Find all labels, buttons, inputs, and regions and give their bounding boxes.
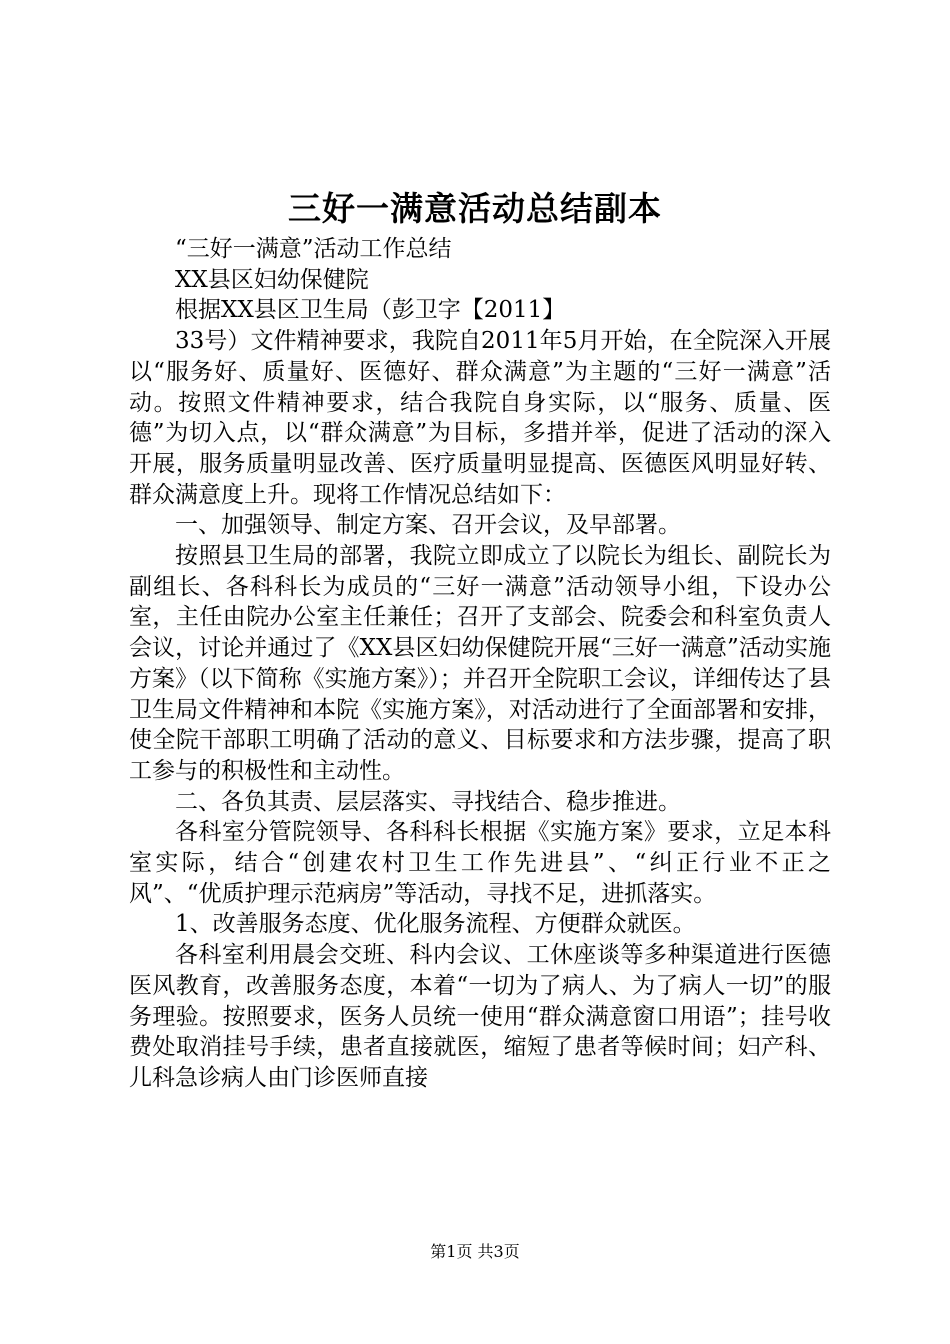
paragraph-section-1: 按照县卫生局的部署，我院立即成立了以院长为组长、副院长为副组长、各科科长为成员的“三好一满意”活动领导小组，下设办公室，主任由院办公室主任兼任；召开了支部会、院委会和科室负责人会议，讨论并通过了《XX县区妇幼保健院开展“三好一满意”活动实施方案》（以下简称《实施方案》）；并召开全院职工会议，详细传达了县卫生局文件精神和本院《实施方案》，对活动进行了全面部署和安排，使全院干部职工明确了活动的意义、目标要求和方法步骤，提高了职工参与的积极性和主动性。 [129,543,831,784]
paragraph-organization: XX县区妇幼保健院 [175,266,369,293]
paragraph-reference: 根据XX县区卫生局（彭卫字【2011】 [175,297,566,324]
section-heading-2: 二、各负其责、层层落实、寻找结合、稳步推进。 [175,788,681,815]
section-heading-1: 一、加强领导、制定方案、召开会议，及早部署。 [175,512,681,539]
paragraph-intro: 33号）文件精神要求，我院自2011年5月开始，在全院深入开展以“服务好、质量好、医德好、群众满意”为主题的“三好一满意”活动。按照文件精神要求，结合我院自身实际，以“服务、质量、医德”为切入点，以“群众满意”为目标，多措并举，促进了活动的深入开展，服务质量明显改善、医疗质量明显提高、医德医风明显好转、群众满意度上升。现将工作情况总结如下： [129,328,831,508]
document-body [129,234,831,1094]
subsection-heading-1: 1、改善服务态度、优化服务流程、方便群众就医。 [175,911,696,938]
paragraph-heading: “三好一满意”活动工作总结 [175,236,452,262]
paragraph-subsection-1: 各科室利用晨会交班、科内会议、工休座谈等多种渠道进行医德医风教育，改善服务态度，本着“一切为了病人、为了病人一切”的服务理验。按照要求，医务人员统一使用“群众满意窗口用语”；挂号收费处取消挂号手续，患者直接就医，缩短了患者等候时间；妇产科、儿科急诊病人由门诊医师直接 [129,942,831,1091]
page-number-footer: 第1页 共3页 [430,1242,520,1261]
document-title: 三好一满意活动总结副本 [288,189,662,228]
paragraph-section-2: 各科室分管院领导、各科科长根据《实施方案》要求，立足本科室实际，结合“创建农村卫生工作先进县”、“纠正行业不正之风”、“优质护理示范病房”等活动，寻找不足，进抓落实。 [129,819,831,907]
